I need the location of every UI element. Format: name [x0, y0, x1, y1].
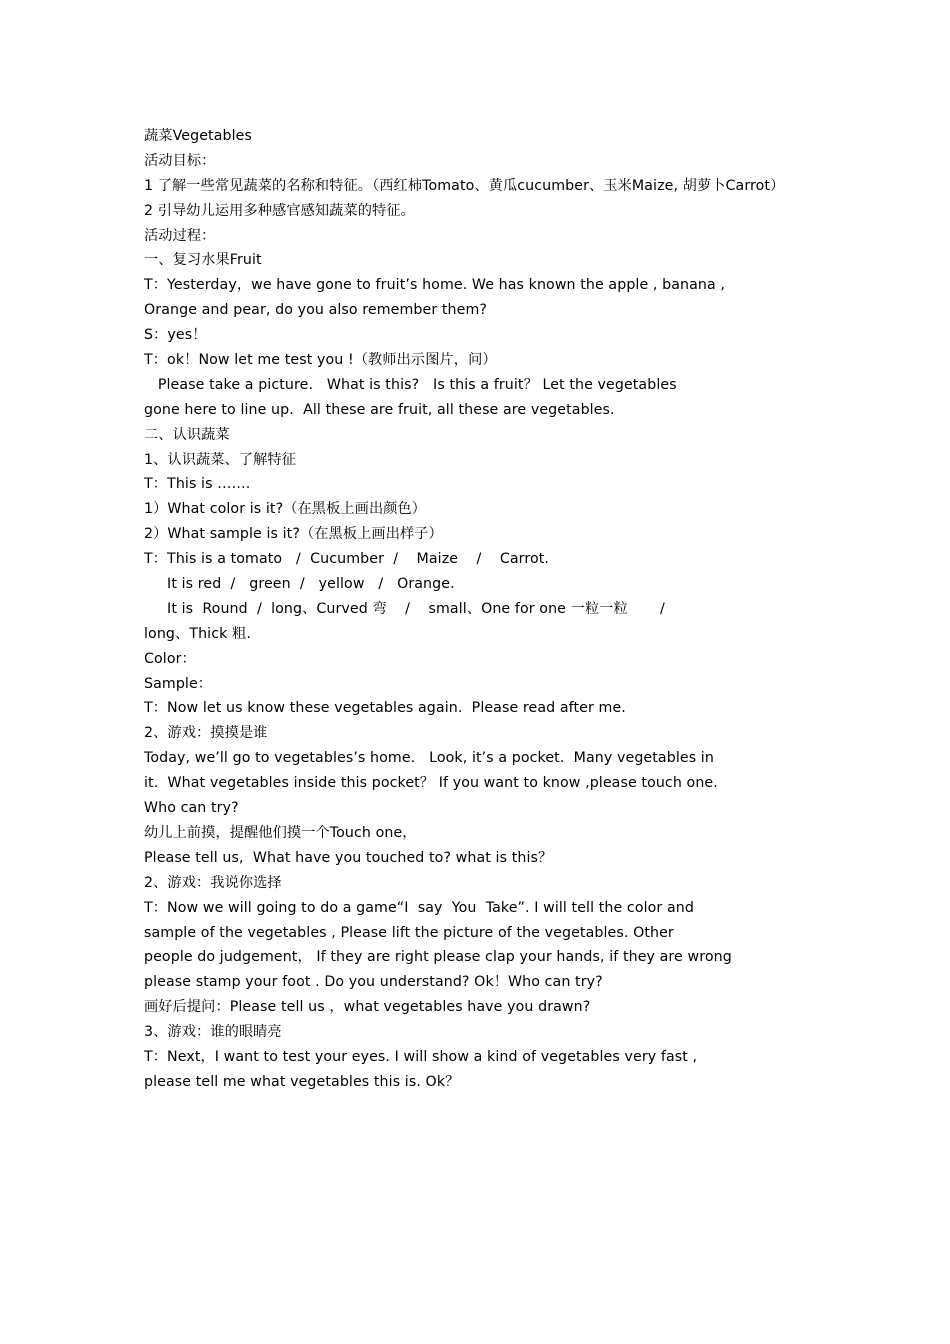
subheading-review-fruit: 一、复习水果Fruit: [144, 252, 262, 269]
text-line: 2）What sample is it?（在黑板上画出样子）: [144, 526, 443, 543]
document-body: [144, 124, 824, 1095]
subheading-game-touch: 2、游戏：摸摸是谁: [144, 725, 268, 742]
text-line: Today, we’ll go to vegetables’s home. Look, it’s a pocket. Many vegetables in: [144, 750, 714, 767]
text-line: 1 了解一些常见蔬菜的名称和特征。（西红柿Tomato、黄瓜cucumber、玉米Maize, 胡萝卜Carrot）: [144, 177, 785, 194]
text-line: It is red / green / yellow / Orange.: [144, 576, 455, 593]
text-line: S：yes！: [144, 327, 207, 344]
text-line: Orange and pear, do you also remember them?: [144, 302, 488, 319]
text-line: T：ok！Now let me test you !（教师出示图片，问）: [144, 352, 497, 369]
text-line: T：Now we will going to do a game“I say You Take”. I will tell the color and: [144, 899, 694, 916]
text-line: 画好后提问：Please tell us ，what vegetables have you drawn?: [144, 999, 591, 1016]
text-line: Please take a picture. What is this? Is this a fruit？ Let the vegetables: [144, 376, 677, 393]
text-line: T：This is …….: [144, 476, 251, 493]
text-line: 幼儿上前摸，提醒他们摸一个Touch one，: [144, 824, 417, 841]
section-heading-objectives: 活动目标：: [144, 152, 216, 169]
subheading-game-eyes: 3、游戏：谁的眼睛亮: [144, 1024, 282, 1041]
text-line: please stamp your foot . Do you understand? Ok！Who can try?: [144, 974, 603, 991]
text-line: it. What vegetables inside this pocket？ If you want to know ,please touch one.: [144, 775, 718, 792]
section-heading-process: 活动过程：: [144, 227, 216, 244]
document-title: 蔬菜Vegetables: [144, 128, 252, 144]
text-line: T：Yesterday，we have gone to fruit’s home. We has known the apple , banana ,: [144, 277, 726, 294]
text-line: long、Thick 粗.: [144, 625, 251, 642]
subheading-know-vegetables: 二、认识蔬菜: [144, 426, 230, 443]
text-line: sample of the vegetables , Please lift the picture of the vegetables. Other: [144, 924, 674, 941]
text-line: Please tell us, What have you touched to? what is this？: [144, 849, 553, 866]
text-line: T：Now let us know these vegetables again. Please read after me.: [144, 700, 626, 717]
text-line: Sample：: [144, 675, 213, 692]
text-line: Who can try?: [144, 800, 239, 817]
text-line: T：Next，I want to test your eyes. I will show a kind of vegetables very fast ,: [144, 1048, 698, 1065]
text-line: 1）What color is it?（在黑板上画出颜色）: [144, 501, 427, 518]
text-line: people do judgement， If they are right please clap your hands, if they are wrong: [144, 949, 732, 966]
text-line: It is Round / long、Curved 弯 / small、One for one 一粒一粒 /: [144, 600, 665, 617]
text-line: Color：: [144, 650, 196, 667]
subheading-game-choose: 2、游戏：我说你选择: [144, 874, 282, 891]
text-line: please tell me what vegetables this is. Ok？: [144, 1073, 460, 1090]
text-line: T：This is a tomato / Cucumber / Maize / Carrot.: [144, 551, 550, 568]
text-line: 1、认识蔬菜、了解特征: [144, 451, 297, 468]
text-line: 2 引导幼儿运用多种感官感知蔬菜的特征。: [144, 202, 415, 219]
text-line: gone here to line up. All these are fruit, all these are vegetables.: [144, 401, 615, 418]
